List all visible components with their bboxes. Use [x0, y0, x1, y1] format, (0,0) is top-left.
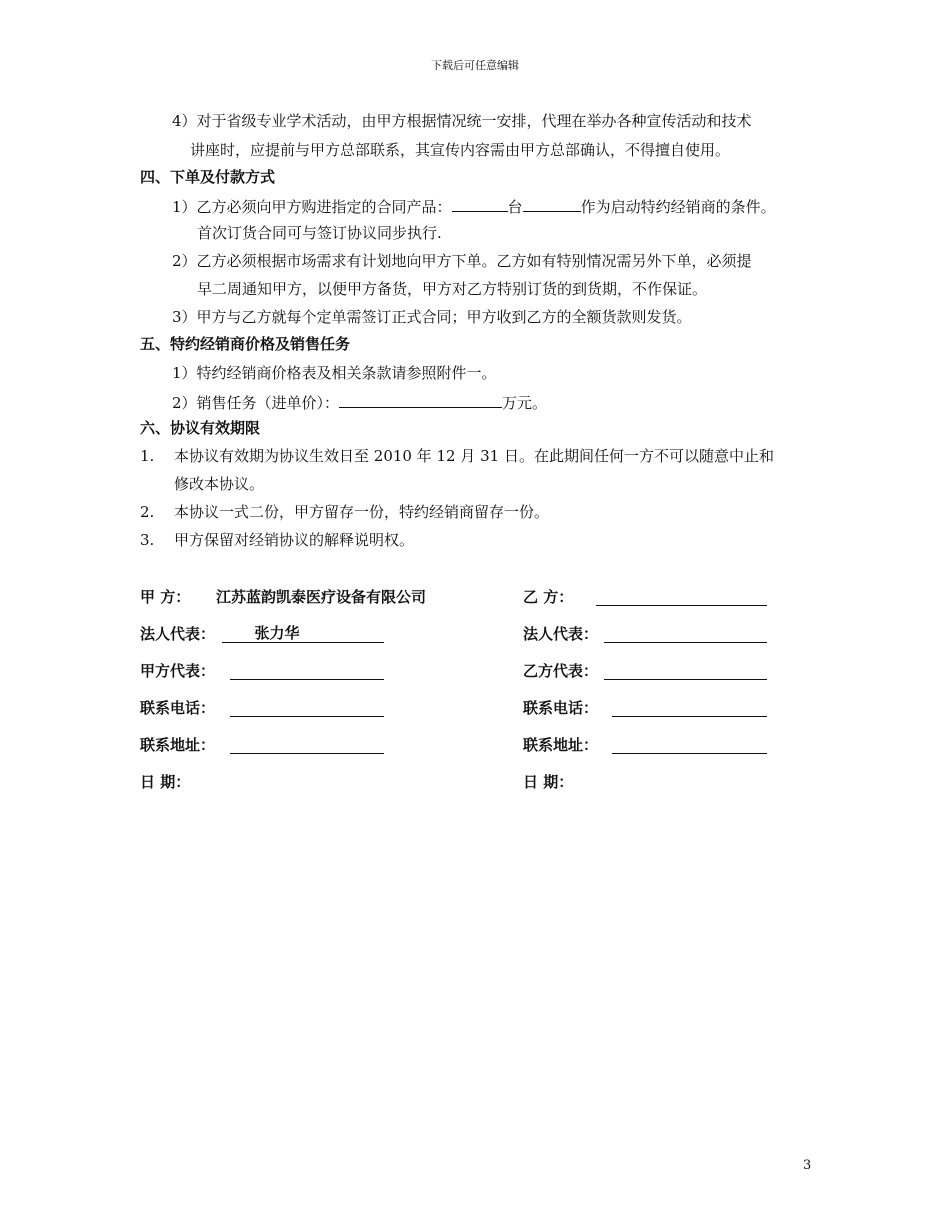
- section4-item1-text-a: 1）乙方必须向甲方购进指定的合同产品：: [172, 198, 452, 216]
- party-a-date-label: 日 期：: [140, 773, 191, 791]
- party-a-rep-line: [230, 679, 384, 680]
- party-b-legal-rep-label: 法人代表：: [523, 625, 599, 643]
- party-a-address-line: [230, 753, 384, 754]
- party-b-address-label: 联系地址：: [523, 736, 599, 754]
- party-a-address-label: 联系地址：: [140, 736, 216, 754]
- section4-item2-line1: 2）乙方必须根据市场需求有计划地向甲方下单。乙方如有特别情况需另外下单，必须提: [172, 252, 752, 270]
- party-a-legal-rep-value: 张力华: [254, 624, 300, 642]
- section6-title: 六、协议有效期限: [140, 419, 261, 437]
- section5-item2-text-a: 2）销售任务（进单价）：: [172, 394, 340, 412]
- party-b-label: 乙 方：: [523, 588, 574, 606]
- party-b-phone-label: 联系电话：: [523, 699, 599, 717]
- section6-item3-line1: 甲方保留对经销协议的解释说明权。: [174, 531, 415, 549]
- blank-quantity-2: [523, 195, 581, 212]
- section5-item2: [172, 391, 547, 413]
- party-b-legal-rep-line: [604, 642, 767, 643]
- party-a-rep-label: 甲方代表：: [140, 662, 216, 680]
- section6-item1-num: 1.: [140, 447, 155, 465]
- section6-item1-line2: 修改本协议。: [174, 475, 265, 493]
- section5-item2-text-b: 万元。: [502, 394, 548, 412]
- section4-item2-line2: 早二周通知甲方，以便甲方备货，甲方对乙方特别订货的到货期，不作保证。: [197, 280, 708, 298]
- party-a-name: 江苏蓝韵凯泰医疗设备有限公司: [216, 588, 427, 606]
- party-b-address-line: [612, 753, 767, 754]
- section3-item4-line2: 讲座时，应提前与甲方总部联系，其宣传内容需由甲方总部确认，不得擅自使用。: [190, 141, 731, 159]
- party-a-phone-line: [230, 716, 384, 717]
- party-b-phone-line: [612, 716, 767, 717]
- section6-item2-num: 2.: [140, 503, 155, 521]
- party-b-rep-line: [604, 679, 767, 680]
- section4-item1-text-b: 台: [507, 198, 523, 216]
- section4-item1-text-c: 作为启动特约经销商的条件。: [580, 198, 776, 216]
- party-a-label: 甲 方：: [140, 588, 191, 606]
- page-number: 3: [803, 1158, 812, 1173]
- party-a-legal-rep-field: [222, 623, 384, 643]
- section4-title: 四、下单及付款方式: [140, 168, 276, 186]
- section5-item1: 1）特约经销商价格表及相关条款请参照附件一。: [172, 364, 497, 382]
- party-a-phone-label: 联系电话：: [140, 699, 216, 717]
- section6-item1-line1: 本协议有效期为协议生效日至 2010 年 12 月 31 日。在此期间任何一方不可以随意中止和: [174, 447, 774, 465]
- party-a-legal-rep-label: 法人代表：: [140, 625, 216, 643]
- blank-sales-target: [339, 391, 502, 408]
- section3-item4-line1: 4）对于省级专业学术活动，由甲方根据情况统一安排，代理在举办各种宣传活动和技术: [172, 112, 752, 130]
- section6-item3-num: 3.: [140, 531, 155, 549]
- party-b-name-line: [596, 605, 767, 606]
- party-b-rep-label: 乙方代表：: [523, 662, 599, 680]
- section6-item2-line1: 本协议一式二份，甲方留存一份，特约经销商留存一份。: [174, 503, 550, 521]
- section5-title: 五、特约经销商价格及销售任务: [140, 335, 351, 353]
- section4-item1-line2: 首次订货合同可与签订协议同步执行.: [197, 224, 442, 242]
- page-header: 下载后可任意编辑: [431, 59, 519, 72]
- party-b-date-label: 日 期：: [523, 773, 574, 791]
- blank-quantity-1: [452, 195, 508, 212]
- section4-item3: 3）甲方与乙方就每个定单需签订正式合同；甲方收到乙方的全额货款则发货。: [172, 308, 692, 326]
- section4-item1: [172, 195, 776, 217]
